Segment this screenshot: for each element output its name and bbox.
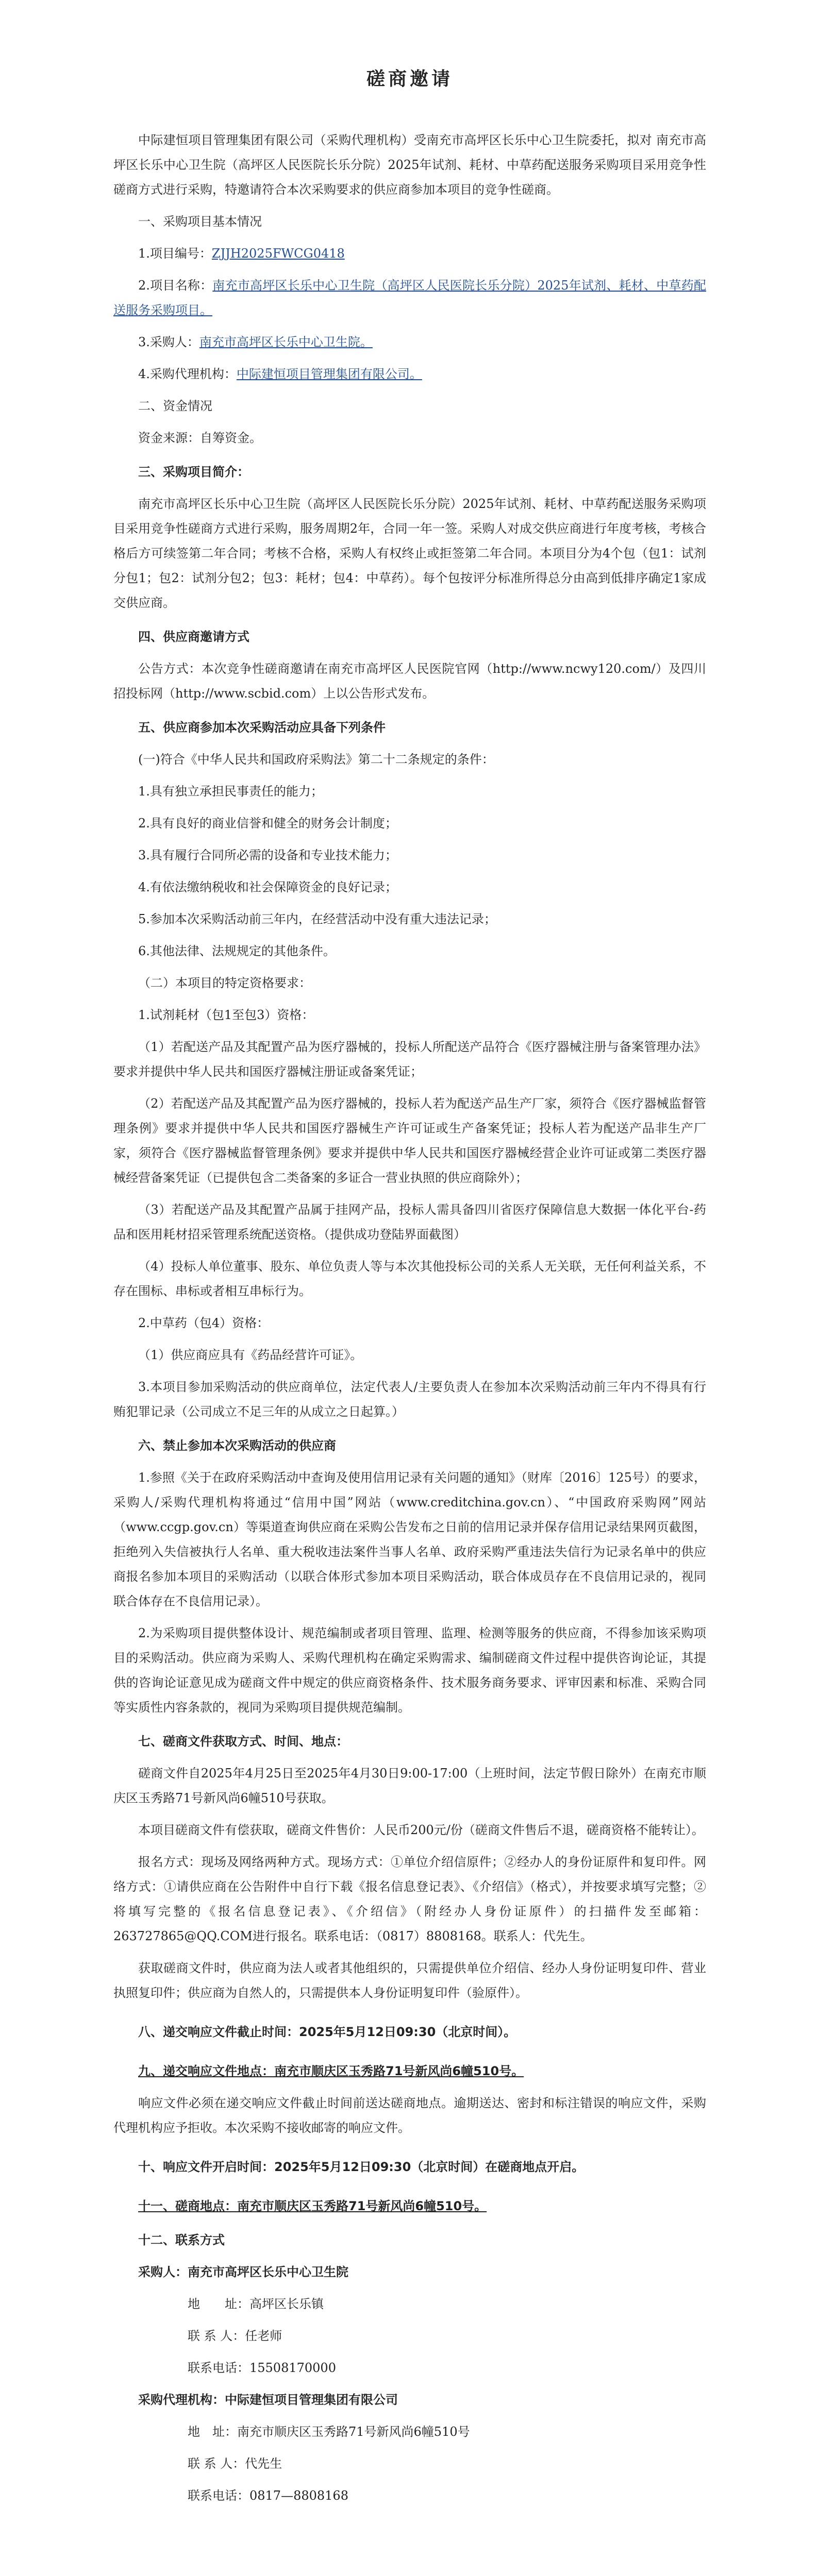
section-1-heading: 一、采购项目基本情况	[138, 214, 262, 229]
obtain-requirements: 获取磋商文件时，供应商为法人或者其他组织的，只需提供单位介绍信、经办人身份证明复印件、营业执照复印件；供应商为自然人的，只需提供本人身份证明复印件（验原件）。	[113, 1961, 706, 2000]
section-6-heading: 六、禁止参加本次采购活动的供应商	[138, 1438, 336, 1453]
qualification-heading: 1.试剂耗材（包1至包3）资格：	[138, 1008, 314, 1022]
buyer-phone: 联系电话：15508170000	[188, 2361, 336, 2375]
section-4-heading: 四、供应商邀请方式	[138, 630, 249, 644]
doc-obtain-time: 磋商文件自2025年4月25日至2025年4月30日9:00-17:00（上班时间，法定节假日除外）在南充市顺庆区玉秀路71号新风尚6幢510号获取。	[113, 1766, 706, 1805]
condition-item: 1.具有独立承担民事责任的能力；	[138, 784, 323, 799]
purchaser	[113, 330, 706, 354]
project-number-label: 1.项目编号：	[138, 246, 212, 261]
qualification-item: （2）若配送产品及其配置产品为医疗器械的，投标人若为配送产品生产厂家，须符合《医疗器械监督管理条例》要求并提供中华人民共和国医疗器械生产许可证或生产备案凭证；投标人若为配送产品非生产厂家，须符合《医疗器械监督管理条例》要求并提供中华人民共和国医疗器械经营企业许可证或第二类医疗器械经营备案凭证（已提供包含二类备案的多证合一营业执照的供应商除外）；	[113, 1096, 706, 1185]
purchaser-value: 南充市高坪区长乐中心卫生院。	[199, 335, 373, 349]
submission-deadline: 八、递交响应文件截止时间：2025年5月12日09:30（北京时间）。	[138, 2025, 516, 2039]
purchaser-label: 3.采购人：	[138, 335, 199, 349]
credit-check-paragraph: 1.参照《关于在政府采购活动中查询及使用信用记录有关问题的通知》（财库〔2016〕125号）的要求，采购人/采购代理机构将通过“信用中国”网站（www.creditchina.gov.cn）、“中国政府采购网”网站（www.ccgp.gov.cn）等渠道查询供应商在采购公告发布之日前的信用记录并保存信用记录结果网页截图，拒绝列入失信被执行人名单、重大税收违法案件当事人名单、政府采购严重违法失信行为记录名单中的供应商报名参加本项目的采购活动（以联合体形式参加本项目采购活动，联合体成员存在不良信用记录的，视同联合体存在不良信用记录）。	[113, 1470, 706, 1608]
qualification-item: （1）若配送产品及其配置产品为医疗器械的，投标人所配送产品符合《医疗器械注册与备案管理办法》要求并提供中华人民共和国医疗器械注册证或备案凭证；	[113, 1040, 706, 1079]
agency-label: 4.采购代理机构：	[138, 367, 237, 381]
conflict-paragraph: 2.为采购项目提供整体设计、规范编制或者项目管理、监理、检测等服务的供应商，不得参加该采购项目的采购活动。供应商为采购人、采购代理机构在确定采购需求、编制磋商文件过程中提供咨询论证，其提供的咨询论证意见成为磋商文件中规定的供应商资格条件、技术服务商务要求、评审因素和标准、采购合同等实质性内容条款的，视同为采购项目提供规范编制。	[113, 1626, 706, 1715]
registration-method: 报名方式：现场及网络两种方式。现场方式：①单位介绍信原件；②经办人的身份证原件和复印件。网络方式：①请供应商在公告附件中自行下载《报名信息登记表》、《介绍信》（格式），并按要求填写完整；②将填写完整的《报名信息登记表》、《介绍信》（附经办人身份证原件）的扫描件发至邮箱：263727865@QQ.COM进行报名。联系电话：（0817）8808168。联系人：代先生。	[113, 1855, 706, 1943]
project-number-value: ZJJH2025FWCG0418	[211, 246, 345, 261]
section-5-heading: 五、供应商参加本次采购活动应具备下列条件	[138, 720, 386, 735]
qualification-item: 3.本项目参加采购活动的供应商单位，法定代表人/主要负责人在参加本次采购活动前三年内不得具有行贿犯罪记录（公司成立不足三年的从成立之日起算。）	[113, 1380, 706, 1419]
condition-item: 4.有依法缴纳税收和社会保障资金的良好记录；	[138, 880, 397, 894]
submission-note: 响应文件必须在递交响应文件截止时间前送达磋商地点。逾期送达、密封和标注错误的响应文件，采购代理机构应予拒收。本次采购不接收邮寄的响应文件。	[113, 2096, 706, 2135]
general-conditions-heading: (一)符合《中华人民共和国政府采购法》第二十二条规定的条件：	[138, 752, 494, 767]
section-2-heading: 二、资金情况	[138, 399, 212, 413]
qualification-item: （4）投标人单位董事、股东、单位负责人等与本次其他投标公司的关系人无关联，无任何利益关系，不存在围标、串标或者相互串标行为。	[113, 1259, 706, 1298]
section-3-heading: 三、采购项目简介：	[138, 465, 249, 479]
section-12-heading: 十二、联系方式	[138, 2233, 225, 2247]
agent-role: 采购代理机构：中际建恒项目管理集团有限公司	[138, 2393, 398, 2407]
project-summary: 南充市高坪区长乐中心卫生院（高坪区人民医院长乐分院）2025年试剂、耗材、中草药配送服务采购项目采用竞争性磋商方式进行采购，服务周期2年，合同一年一签。采购人对成交供应商进行年度考核，考核合格后方可续签第二年合同；考核不合格，采购人有权终止或拒签第二年合同。本项目分为4个包（包1：试剂分包1；包2：试剂分包2；包3：耗材；包4：中草药）。每个包按评分标准所得总分由高到低排序确定1家成交供应商。	[113, 497, 706, 610]
buyer-role: 采购人：南充市高坪区长乐中心卫生院	[138, 2265, 348, 2279]
agency-value: 中际建恒项目管理集团有限公司。	[236, 367, 422, 381]
agent-address: 地 址：南充市顺庆区玉秀路71号新风尚6幢510号	[188, 2425, 470, 2439]
project-name	[113, 273, 706, 323]
submission-location: 九、递交响应文件地点：南充市顺庆区玉秀路71号新风尚6幢510号。	[138, 2064, 524, 2078]
qualification-heading: 2.中草药（包4）资格：	[138, 1316, 270, 1330]
project-name-label: 2.项目名称：	[138, 278, 213, 293]
specific-requirements-heading: （二）本项目的特定资格要求：	[138, 976, 311, 990]
project-name-value: 南充市高坪区长乐中心卫生院（高坪区人民医院长乐分院）2025年试剂、耗材、中草药配送服务采购项目。	[113, 278, 706, 317]
qualification-item: （1）供应商应具有《药品经营许可证》。	[138, 1348, 363, 1362]
doc-price: 本项目磋商文件有偿获取，磋商文件售价：人民币200元/份（磋商文件售后不退，磋商资格不能转让）。	[138, 1823, 704, 1837]
intro-paragraph: 中际建恒项目管理集团有限公司（采购代理机构）受南充市高坪区长乐中心卫生院委托，拟对 南充市高坪区长乐中心卫生院（高坪区人民医院长乐分院）2025年试剂、耗材、中草药配送服务采购项目采用竞争性磋商方式进行采购，特邀请符合本次采购要求的供应商参加本项目的竞争性磋商。	[113, 133, 706, 197]
condition-item: 3.具有履行合同所必需的设备和专业技术能力；	[138, 848, 397, 862]
opening-time: 十、响应文件开启时间：2025年5月12日09:30（北京时间）在磋商地点开启。	[138, 2160, 585, 2174]
qualification-item: （3）若配送产品及其配置产品属于挂网产品，投标人需具备四川省医疗保障信息大数据一体化平台-药品和医用耗材招采管理系统配送资格。（提供成功登陆界面截图）	[113, 1202, 706, 1242]
funds-source: 资金来源：自筹资金。	[138, 431, 262, 445]
negotiation-location: 十一、磋商地点：南充市顺庆区玉秀路71号新风尚6幢510号。	[138, 2199, 487, 2213]
condition-item: 2.具有良好的商业信誉和健全的财务会计制度；	[138, 816, 397, 831]
condition-item: 5.参加本次采购活动前三年内，在经营活动中没有重大违法记录；	[138, 912, 496, 926]
section-7-heading: 七、磋商文件获取方式、时间、地点：	[138, 1734, 348, 1749]
announcement-method: 公告方式：本次竞争性磋商邀请在南充市高坪区人民医院官网（http://www.ncwy120.com/）及四川招投标网（http://www.scbid.com）上以公告形式发布。	[113, 662, 706, 701]
project-number	[113, 241, 706, 266]
agent-phone: 联系电话：0817—8808168	[188, 2488, 348, 2503]
buyer-contact: 联 系 人：任老师	[188, 2329, 282, 2343]
buyer-address: 地 址：高坪区长乐镇	[188, 2297, 324, 2311]
condition-item: 6.其他法律、法规规定的其他条件。	[138, 944, 336, 958]
document-body	[113, 57, 706, 2515]
document-title: 磋商邀请	[366, 69, 453, 90]
agency	[113, 362, 706, 386]
agent-contact: 联 系 人：代先生	[188, 2456, 282, 2471]
